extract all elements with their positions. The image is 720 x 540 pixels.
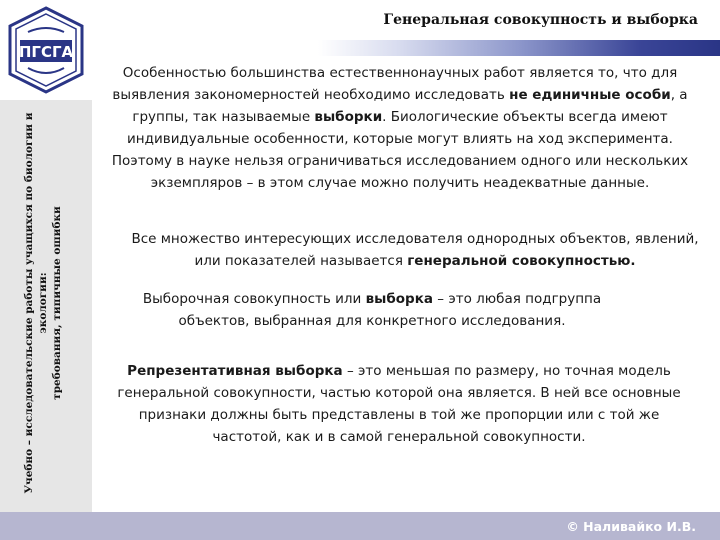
copyright-text: © Наливайко И.В. [566,519,696,534]
university-logo-icon [6,6,86,94]
page-title: Генеральная совокупность и выборка [383,12,698,28]
paragraph-representative-sample [104,360,694,448]
course-caption-line1: Учебно – исследовательские работы учащихся по биологии и экологии: [23,112,49,494]
logo-area [0,0,92,100]
paragraph-text: – это любая подгруппа объектов, выбранная для конкретного исследования. [178,291,602,329]
term-individuals: не единичные особи [509,87,671,103]
sidebar [0,0,92,540]
term-samples: выборки [314,109,383,125]
title-gradient-bar [318,40,720,56]
paragraph-text: . Биологические объекты всегда имеют индивидуальные особенности, которые могут влиять на ход эксперимента. Поэтому в науке нельзя ограничиваться исследованием одного или нескольких экземпляров – в этом случае можно получить неадекватные данные. [111,109,689,191]
course-caption-line2: требования, типичные ошибки [51,206,63,400]
paragraph-text: – это меньшая по размеру, но точная модель генеральной совокупности, частью которой она является. В ней все основные признаки должны быть представлены в той же пропорции или с той же частотой, как и в самой генеральной совокупности. [117,363,681,445]
paragraph-text: Особенностью большинства естественнонаучных работ является то, что для выявления закономерностей необходимо исследовать [112,65,678,103]
paragraph-text: , а группы, так называемые [132,87,688,125]
paragraph-text: Выборочная совокупность или [142,291,366,307]
course-caption [22,98,64,508]
term-general-population: генеральной совокупностью. [407,253,636,269]
term-sample: выборка [365,291,433,307]
paragraph-population-definition [128,228,702,272]
paragraph-sample-definition [108,288,636,332]
term-representative-sample: Репрезентативная выборка [127,363,343,379]
footer-bar [0,512,720,540]
paragraph-intro [98,62,702,194]
logo-text: ПГСГА [18,43,74,61]
paragraph-text: Все множество интересующих исследователя однородных объектов, явлений, или показателей называется [131,231,699,269]
